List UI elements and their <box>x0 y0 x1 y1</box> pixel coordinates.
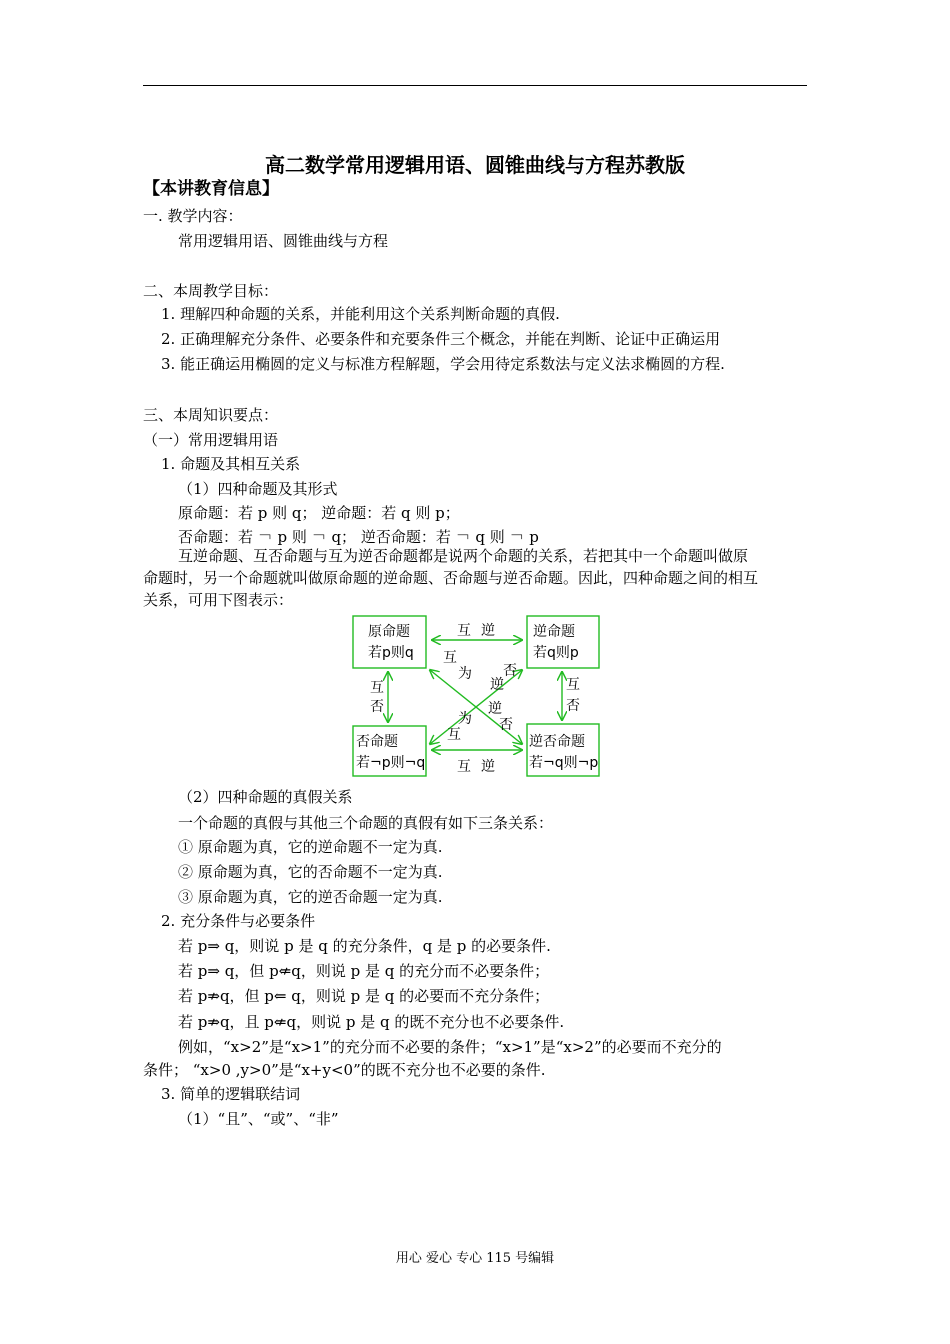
info-header: 【本讲教育信息】 <box>143 179 279 199</box>
section-2-heading: 二、本周教学目标： <box>143 282 279 300</box>
inverse-form: 若¬p则¬q <box>356 755 426 771</box>
condition-line: 若 p⇏q，但 p⇐ q，则说 p 是 q 的必要而不充分条件； <box>178 987 550 1005</box>
section-3-heading: 三、本周知识要点： <box>143 406 279 424</box>
point-heading: 3. 简单的逻辑联结词 <box>161 1085 301 1103</box>
label-wei: 为 <box>458 711 472 727</box>
subpoint-heading: （1）四种命题及其形式 <box>178 480 338 498</box>
label-ni: 逆 <box>481 759 495 775</box>
truth-intro: 一个命题的真假与其他三个命题的真假有如下三条关系： <box>178 814 554 832</box>
condition-line: 若 p⇒ q，则说 p 是 q 的充分条件，q 是 p 的必要条件. <box>178 937 551 955</box>
goal-item: 1. 理解四种命题的关系，并能利用这个关系判断命题的真假. <box>161 305 560 323</box>
condition-line: 若 p⇒ q，但 p⇍q，则说 p 是 q 的充分而不必要条件； <box>178 962 550 980</box>
converse-form: 若q则p <box>533 645 579 661</box>
page-footer: 用心 爱心 专心 115 号编辑 <box>395 1251 555 1266</box>
truth-item: ③ 原命题为真，它的逆否命题一定为真. <box>178 888 443 906</box>
example-line: 条件； “x>0 ,y>0”是“x+y<0”的既不充分也不必要的条件. <box>143 1061 546 1079</box>
proposition-forms: 原命题：若 p 则 q； 逆命题：若 q 则 p； <box>178 504 460 522</box>
label-hu: 互 <box>566 677 580 693</box>
truth-item: ② 原命题为真，它的否命题不一定为真. <box>178 863 443 881</box>
original-form: 若p则q <box>368 645 414 661</box>
paragraph-line: 关系，可用下图表示： <box>143 591 294 609</box>
inverse-label: 否命题 <box>356 734 398 750</box>
goal-item: 2. 正确理解充分条件、必要条件和充要条件三个概念，并能在判断、论证中正确运用 <box>161 330 721 348</box>
label-fou: 否 <box>566 698 580 714</box>
point-heading: 1. 命题及其相互关系 <box>161 455 301 473</box>
section-1-content: 常用逻辑用语、圆锥曲线与方程 <box>178 232 389 250</box>
label-ni: 逆 <box>488 701 502 717</box>
original-label: 原命题 <box>368 624 410 640</box>
section-1-heading: 一. 教学内容： <box>143 207 243 225</box>
contrapositive-form: 若¬q则¬p <box>529 755 599 771</box>
header-rule <box>143 85 807 86</box>
label-hu: 互 <box>457 759 471 775</box>
truth-item: ① 原命题为真，它的逆命题不一定为真. <box>178 838 443 856</box>
page-title: 高二数学常用逻辑用语、圆锥曲线与方程苏教版 <box>265 153 685 177</box>
label-hu: 互 <box>370 680 384 696</box>
proposition-forms: 否命题：若 ￢ p 则 ￢ q； 逆否命题：若 ￢ q 则 ￢ p <box>178 528 539 546</box>
label-wei: 为 <box>458 666 472 682</box>
contrapositive-label: 逆否命题 <box>529 734 585 750</box>
goal-item: 3. 能正确运用椭圆的定义与标准方程解题，学会用待定系数法与定义法求椭圆的方程. <box>161 355 725 373</box>
label-fou: 否 <box>503 663 517 679</box>
paragraph-line: 命题时，另一个命题就叫做原命题的逆命题、否命题与逆否命题。因此，四种命题之间的相互 <box>143 569 759 587</box>
example-line: 例如，“x>2”是“x>1”的充分而不必要的条件；“x>1”是“x>2”的必要而不充分的 <box>178 1038 722 1056</box>
subpoint-heading: （2）四种命题的真假关系 <box>178 788 353 806</box>
label-ni: 逆 <box>481 623 495 639</box>
paragraph-line: 互逆命题、互否命题与互为逆否命题都是说两个命题的关系，若把其中一个命题叫做原 <box>178 547 749 565</box>
condition-line: 若 p⇏q，且 p⇍q，则说 p 是 q 的既不充分也不必要条件. <box>178 1013 565 1031</box>
subpoint-heading: （1）“且”、“或”、“非” <box>178 1110 339 1128</box>
subsection-heading: （一）常用逻辑用语 <box>143 431 279 449</box>
four-propositions-diagram <box>350 612 605 780</box>
point-heading: 2. 充分条件与必要条件 <box>161 912 316 930</box>
label-fou: 否 <box>370 699 384 715</box>
label-ni: 逆 <box>490 677 504 693</box>
converse-label: 逆命题 <box>533 624 575 640</box>
label-fou: 否 <box>499 717 513 733</box>
label-hu: 互 <box>443 650 457 666</box>
label-hu: 互 <box>457 623 471 639</box>
label-hu: 互 <box>447 727 461 743</box>
